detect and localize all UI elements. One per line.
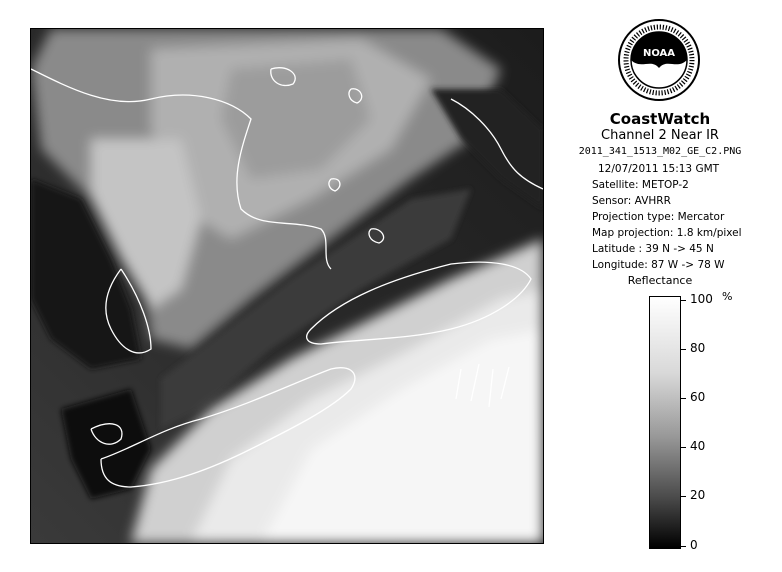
projection-type: Projection type: Mercator [592,211,725,223]
map-projection: Map projection: 1.8 km/pixel [592,227,742,239]
colorbar-tick-label: 80 [690,341,706,355]
logo-text: NOAA [642,48,676,59]
satellite-image [30,28,544,544]
noaa-logo [617,18,701,102]
datetime: 12/07/2011 15:13 GMT [598,163,720,175]
colorbar-label: Reflectance [627,274,693,287]
filename: 2011_341_1513_M02_GE_C2.PNG [578,146,742,157]
colorbar-tick [680,447,686,448]
colorbar-tick-label: 60 [690,390,706,404]
colorbar-tick-label: 20 [690,488,706,502]
colorbar-tick [680,349,686,350]
colorbar-unit: % [722,290,733,303]
longitude-range: Longitude: 87 W -> 78 W [592,259,725,271]
colorbar-tick-label: 100 [690,292,713,306]
app-title: CoastWatch [609,110,711,128]
satellite: Satellite: METOP-2 [592,179,689,191]
sensor: Sensor: AVHRR [592,195,671,207]
latitude-range: Latitude : 39 N -> 45 N [592,243,714,255]
channel-label: Channel 2 Near IR [601,128,719,143]
colorbar-tick-label: 0 [690,538,698,552]
reflectance-colorbar [649,296,681,549]
colorbar-tick [680,546,686,547]
satellite-imagery [31,29,543,543]
colorbar-tick [680,398,686,399]
colorbar-tick-label: 40 [690,439,706,453]
colorbar-tick [680,496,686,497]
colorbar-tick [680,300,686,301]
